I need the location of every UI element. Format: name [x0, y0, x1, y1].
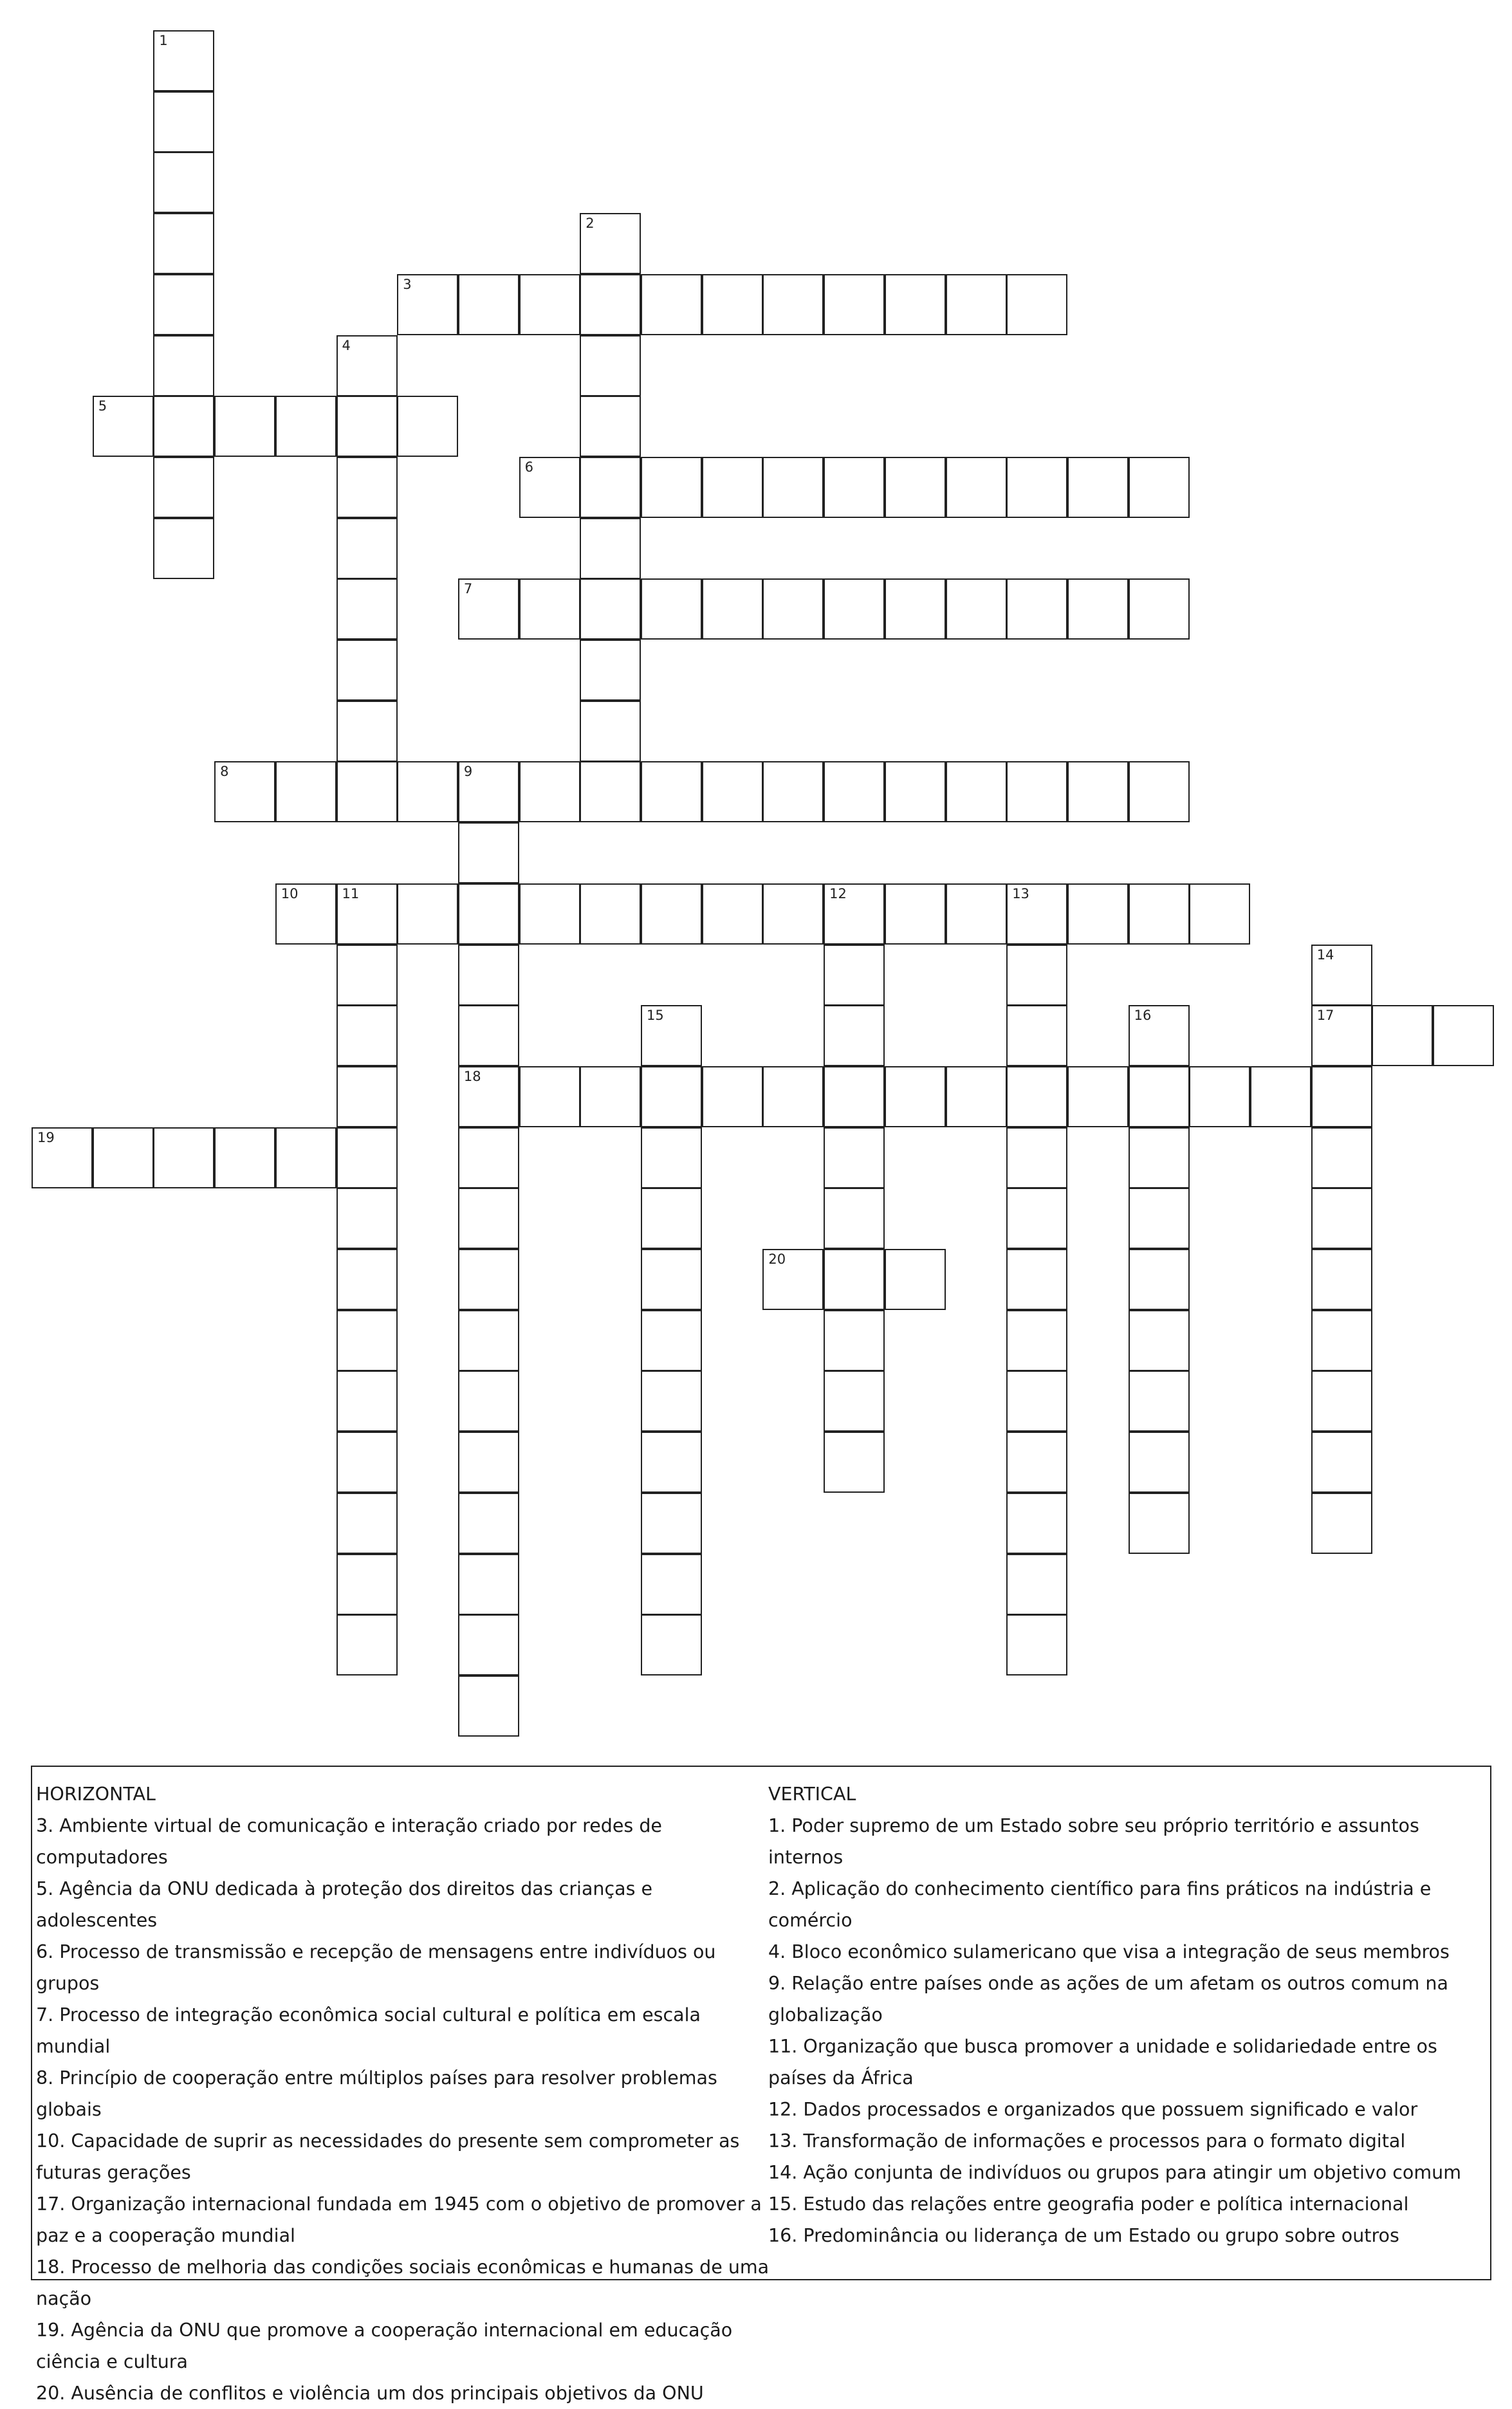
crossword-cell[interactable]	[946, 883, 1007, 945]
clue-number: 3	[403, 276, 412, 292]
crossword-cell[interactable]	[885, 578, 946, 640]
crossword-cell[interactable]	[580, 335, 641, 396]
crossword-cell[interactable]	[153, 91, 214, 152]
crossword-cell[interactable]	[337, 1249, 398, 1310]
clue-vertical-4: 4. Bloco econômico sulamericano que visa a integração de seus membros	[768, 1941, 1450, 1962]
crossword-cell[interactable]	[337, 640, 398, 701]
crossword-cell[interactable]	[1067, 761, 1129, 822]
crossword-cell[interactable]	[1311, 1127, 1372, 1188]
clue-number: 6	[524, 459, 533, 475]
crossword-cell[interactable]	[1006, 883, 1067, 945]
crossword-cell[interactable]	[337, 1127, 398, 1188]
crossword-cell[interactable]	[275, 1127, 337, 1188]
crossword-cell[interactable]	[458, 1614, 519, 1675]
crossword-cell[interactable]	[1006, 1127, 1067, 1188]
crossword-cell[interactable]	[337, 457, 398, 518]
crossword-cell[interactable]	[519, 578, 580, 640]
crossword-cell[interactable]	[824, 578, 885, 640]
clue-horizontal-17: 17. Organização internacional fundada em 1945 com o objetivo de promover a paz e a cooperação mundial	[36, 2193, 762, 2246]
clue-number: 7	[463, 581, 473, 597]
clue-number: 4	[342, 337, 351, 353]
crossword-cell[interactable]	[153, 518, 214, 579]
crossword-cell[interactable]	[1129, 578, 1190, 640]
crossword-cell[interactable]	[702, 578, 763, 640]
crossword-cell[interactable]	[1006, 1188, 1067, 1249]
crossword-cell[interactable]	[824, 1066, 885, 1127]
crossword-cell[interactable]	[153, 1127, 214, 1188]
crossword-cell[interactable]	[337, 1554, 398, 1615]
clue-horizontal-18: 18. Processo de melhoria das condições sociais econômicas e humanas de uma nação	[36, 2257, 770, 2309]
clue-vertical-11: 11. Organização que busca promover a unidade e solidariedade entre os países da África	[768, 2036, 1437, 2089]
crossword-cell[interactable]	[580, 1066, 641, 1127]
crossword-cell[interactable]	[458, 1310, 519, 1371]
crossword-cell[interactable]	[458, 945, 519, 1006]
crossword-cell[interactable]	[458, 274, 519, 335]
crossword-cell[interactable]	[824, 1188, 885, 1249]
crossword-cell[interactable]	[397, 274, 458, 335]
crossword-cell[interactable]	[824, 945, 885, 1006]
crossword-cell[interactable]	[337, 1310, 398, 1371]
crossword-cell[interactable]	[641, 883, 702, 945]
crossword-cell[interactable]	[702, 761, 763, 822]
crossword-cell[interactable]	[580, 274, 641, 335]
crossword-cell[interactable]	[580, 640, 641, 701]
crossword-cell[interactable]	[337, 1066, 398, 1127]
crossword-cell[interactable]	[214, 396, 275, 457]
crossword-cell[interactable]	[1067, 457, 1129, 518]
crossword-cell[interactable]	[824, 1310, 885, 1371]
crossword-cell[interactable]	[1006, 945, 1067, 1006]
crossword-cell[interactable]	[1067, 578, 1129, 640]
crossword-cell[interactable]	[1006, 761, 1067, 822]
crossword-cell[interactable]	[641, 578, 702, 640]
crossword-cell[interactable]	[1006, 1554, 1067, 1615]
crossword-cell[interactable]	[337, 1493, 398, 1554]
crossword-cell[interactable]	[641, 1310, 702, 1371]
crossword-cell[interactable]	[762, 883, 824, 945]
crossword-cell[interactable]	[1311, 945, 1372, 1006]
crossword-cell[interactable]	[337, 396, 398, 457]
crossword-cell[interactable]	[458, 1005, 519, 1066]
crossword-cell[interactable]	[458, 1188, 519, 1249]
crossword-cell[interactable]	[1006, 457, 1067, 518]
crossword-cell[interactable]	[1189, 883, 1250, 945]
clue-number: 1	[159, 33, 168, 48]
clue-number: 10	[281, 885, 299, 901]
crossword-cell[interactable]	[1311, 1188, 1372, 1249]
clue-number: 11	[342, 885, 360, 901]
crossword-cell[interactable]	[641, 1249, 702, 1310]
crossword-cell[interactable]	[1433, 1005, 1494, 1066]
crossword-cell[interactable]	[337, 1005, 398, 1066]
crossword-cell[interactable]	[1311, 1371, 1372, 1432]
crossword-cell[interactable]	[580, 578, 641, 640]
crossword-cell[interactable]	[1006, 1249, 1067, 1310]
clue-number: 18	[463, 1068, 481, 1084]
crossword-cell[interactable]	[824, 457, 885, 518]
crossword-cell[interactable]	[641, 761, 702, 822]
crossword-cell[interactable]	[1311, 1249, 1372, 1310]
crossword-cell[interactable]	[1129, 761, 1190, 822]
crossword-cell[interactable]	[1250, 1066, 1311, 1127]
crossword-cell[interactable]	[519, 883, 580, 945]
crossword-cell[interactable]	[946, 457, 1007, 518]
crossword-cell[interactable]	[214, 1127, 275, 1188]
crossword-cell[interactable]	[824, 1127, 885, 1188]
crossword-cell[interactable]	[641, 1554, 702, 1615]
crossword-cell[interactable]	[153, 213, 214, 274]
crossword-cell[interactable]	[641, 1614, 702, 1675]
crossword-cell[interactable]	[580, 213, 641, 274]
crossword-cell[interactable]	[1067, 1066, 1129, 1127]
crossword-cell[interactable]	[641, 1371, 702, 1432]
crossword-cell[interactable]	[824, 1005, 885, 1066]
crossword-cell[interactable]	[580, 701, 641, 762]
crossword-cell[interactable]	[153, 457, 214, 518]
vertical-title: VERTICAL	[768, 1784, 856, 1805]
crossword-cell[interactable]	[1311, 1310, 1372, 1371]
clue-horizontal-20: 20. Ausência de conflitos e violência um dos principais objetivos da ONU	[36, 2383, 704, 2404]
crossword-cell[interactable]	[702, 1066, 763, 1127]
crossword-cell[interactable]	[519, 457, 580, 518]
crossword-cell[interactable]	[824, 274, 885, 335]
crossword-cell[interactable]	[946, 274, 1007, 335]
crossword-cell[interactable]	[519, 761, 580, 822]
crossword-cell[interactable]	[1311, 1493, 1372, 1554]
crossword-cell[interactable]	[1006, 578, 1067, 640]
crossword-cell[interactable]	[337, 518, 398, 579]
crossword-cell[interactable]	[946, 1066, 1007, 1127]
crossword-cell[interactable]	[885, 1066, 946, 1127]
crossword-cell[interactable]	[337, 578, 398, 640]
crossword-cell[interactable]	[824, 1371, 885, 1432]
crossword-cell[interactable]	[458, 822, 519, 883]
crossword-cell[interactable]	[519, 1066, 580, 1127]
crossword-cell[interactable]	[337, 335, 398, 396]
crossword-cell[interactable]	[1129, 883, 1190, 945]
crossword-cell[interactable]	[641, 1188, 702, 1249]
crossword-cell[interactable]	[1372, 1005, 1433, 1066]
crossword-cell[interactable]	[885, 457, 946, 518]
crossword-cell[interactable]	[1129, 1249, 1190, 1310]
crossword-cell[interactable]	[641, 274, 702, 335]
crossword-cell[interactable]	[458, 1371, 519, 1432]
crossword-cell[interactable]	[337, 701, 398, 762]
crossword-cell[interactable]	[1006, 1432, 1067, 1493]
crossword-cell[interactable]	[519, 274, 580, 335]
crossword-cell[interactable]	[214, 761, 275, 822]
crossword-cell[interactable]	[762, 1066, 824, 1127]
clue-horizontal-19: 19. Agência da ONU que promove a cooperação internacional em educação ciência e cultura	[36, 2320, 733, 2372]
clue-number: 20	[768, 1251, 786, 1267]
crossword-cell[interactable]	[1006, 1614, 1067, 1675]
crossword-cell[interactable]	[1129, 1127, 1190, 1188]
crossword-cell[interactable]	[641, 1005, 702, 1066]
crossword-cell[interactable]	[580, 457, 641, 518]
clue-number: 13	[1012, 885, 1029, 901]
crossword-cell[interactable]	[337, 1614, 398, 1675]
crossword-cell[interactable]	[641, 1493, 702, 1554]
crossword-cell[interactable]	[93, 396, 154, 457]
crossword-cell[interactable]	[885, 761, 946, 822]
vertical-clues	[768, 1778, 1482, 2251]
crossword-cell[interactable]	[93, 1127, 154, 1188]
crossword-cell[interactable]	[762, 761, 824, 822]
crossword-cell[interactable]	[762, 274, 824, 335]
crossword-cell[interactable]	[641, 1066, 702, 1127]
crossword-cell[interactable]	[458, 1675, 519, 1737]
crossword-cell[interactable]	[1006, 1310, 1067, 1371]
crossword-cell[interactable]	[824, 1249, 885, 1310]
crossword-cell[interactable]	[153, 335, 214, 396]
crossword-cell[interactable]	[946, 761, 1007, 822]
crossword-cell[interactable]	[1311, 1005, 1372, 1066]
crossword-cell[interactable]	[702, 274, 763, 335]
crossword-cell[interactable]	[458, 1127, 519, 1188]
crossword-cell[interactable]	[946, 578, 1007, 640]
crossword-cell[interactable]	[1129, 1371, 1190, 1432]
crossword-cell[interactable]	[458, 1249, 519, 1310]
crossword-cell[interactable]	[1189, 1066, 1250, 1127]
crossword-cell[interactable]	[337, 1432, 398, 1493]
horizontal-clues	[36, 1778, 773, 2409]
crossword-cell[interactable]	[153, 274, 214, 335]
crossword-cell[interactable]	[824, 1432, 885, 1493]
crossword-cell[interactable]	[1311, 1432, 1372, 1493]
crossword-cell[interactable]	[458, 1493, 519, 1554]
crossword-cell[interactable]	[1129, 1432, 1190, 1493]
crossword-cell[interactable]	[1006, 1371, 1067, 1432]
crossword-cell[interactable]	[275, 883, 337, 945]
crossword-cell[interactable]	[580, 396, 641, 457]
crossword-cell[interactable]	[337, 883, 398, 945]
clue-vertical-16: 16. Predominância ou liderança de um Estado ou grupo sobre outros	[768, 2225, 1399, 2246]
clue-vertical-2: 2. Aplicação do conhecimento científico para fins práticos na indústria e comércio	[768, 1878, 1432, 1931]
clue-horizontal-8: 8. Princípio de cooperação entre múltiplos países para resolver problemas globais	[36, 2067, 717, 2120]
clue-horizontal-6: 6. Processo de transmissão e recepção de mensagens entre indivíduos ou grupos	[36, 1941, 716, 1994]
clue-horizontal-5: 5. Agência da ONU dedicada à proteção dos direitos das crianças e adolescentes	[36, 1878, 653, 1931]
crossword-cell[interactable]	[337, 761, 398, 822]
crossword-cell[interactable]	[153, 30, 214, 91]
crossword-cell[interactable]	[458, 883, 519, 945]
clue-number: 12	[829, 885, 847, 901]
crossword-cell[interactable]	[397, 761, 458, 822]
clue-number: 15	[647, 1008, 664, 1024]
crossword-cell[interactable]	[580, 518, 641, 579]
crossword-cell[interactable]	[153, 396, 214, 457]
clue-number: 9	[463, 764, 473, 780]
crossword-cell[interactable]	[641, 1127, 702, 1188]
crossword-cell[interactable]	[702, 457, 763, 518]
crossword-cell[interactable]	[337, 945, 398, 1006]
clue-vertical-9: 9. Relação entre países onde as ações de um afetam os outros comum na globalização	[768, 1973, 1448, 2026]
crossword-cell[interactable]	[1129, 1310, 1190, 1371]
crossword-cell[interactable]	[1311, 1066, 1372, 1127]
clue-vertical-15: 15. Estudo das relações entre geografia poder e política internacional	[768, 2193, 1409, 2215]
clues-box	[31, 1766, 1491, 2404]
clue-vertical-12: 12. Dados processados e organizados que possuem significado e valor	[768, 2099, 1418, 2120]
clue-number: 2	[585, 216, 595, 232]
crossword-cell[interactable]	[275, 396, 337, 457]
crossword-cell[interactable]	[1006, 274, 1067, 335]
crossword-cell[interactable]	[458, 1066, 519, 1127]
clue-number: 5	[98, 398, 107, 414]
crossword-cell[interactable]	[1129, 1493, 1190, 1554]
crossword-cell[interactable]	[275, 761, 337, 822]
crossword-cell[interactable]	[885, 883, 946, 945]
crossword-cell[interactable]	[458, 1432, 519, 1493]
crossword-cell[interactable]	[762, 457, 824, 518]
crossword-cell[interactable]	[1067, 883, 1129, 945]
crossword-cell[interactable]	[337, 1371, 398, 1432]
crossword-cell[interactable]	[824, 883, 885, 945]
crossword-cell[interactable]	[641, 1432, 702, 1493]
crossword-cell[interactable]	[1006, 1066, 1067, 1127]
clue-horizontal-10: 10. Capacidade de suprir as necessidades do presente sem comprometer as futuras gerações	[36, 2130, 740, 2183]
crossword-cell[interactable]	[397, 396, 458, 457]
crossword-cell[interactable]	[762, 1249, 824, 1310]
crossword-cell[interactable]	[641, 457, 702, 518]
crossword-cell[interactable]	[153, 152, 214, 213]
clue-number: 14	[1316, 946, 1334, 963]
crossword-cell[interactable]	[580, 761, 641, 822]
crossword-cell[interactable]	[337, 1188, 398, 1249]
crossword-cell[interactable]	[580, 883, 641, 945]
clue-number: 17	[1316, 1008, 1334, 1024]
crossword-cell[interactable]	[762, 578, 824, 640]
clue-number: 8	[220, 764, 229, 780]
crossword-cell[interactable]	[458, 1554, 519, 1615]
crossword-cell[interactable]	[1129, 1188, 1190, 1249]
crossword-cell[interactable]	[1129, 457, 1190, 518]
crossword-cell[interactable]	[824, 761, 885, 822]
clue-number: 16	[1134, 1008, 1152, 1024]
crossword-cell[interactable]	[885, 1249, 946, 1310]
clue-horizontal-7: 7. Processo de integração econômica social cultural e política em escala mundial	[36, 2004, 701, 2057]
clue-vertical-14: 14. Ação conjunta de indivíduos ou grupos para atingir um objetivo comum	[768, 2162, 1461, 2183]
horizontal-title: HORIZONTAL	[36, 1784, 156, 1805]
crossword-cell[interactable]	[1006, 1493, 1067, 1554]
crossword-cell[interactable]	[1129, 1066, 1190, 1127]
clue-number: 19	[37, 1129, 55, 1145]
crossword-cell[interactable]	[885, 274, 946, 335]
clue-vertical-1: 1. Poder supremo de um Estado sobre seu próprio território e assuntos internos	[768, 1815, 1419, 1868]
clue-horizontal-3: 3. Ambiente virtual de comunicação e interação criado por redes de computadores	[36, 1815, 662, 1868]
clue-vertical-13: 13. Transformação de informações e processos para o formato digital	[768, 2130, 1406, 2152]
crossword-cell[interactable]	[458, 578, 519, 640]
crossword-cell[interactable]	[1006, 1005, 1067, 1066]
crossword-cell[interactable]	[458, 761, 519, 822]
crossword-cell[interactable]	[702, 883, 763, 945]
crossword-cell[interactable]	[32, 1127, 93, 1188]
crossword-cell[interactable]	[397, 883, 458, 945]
crossword-cell[interactable]	[1129, 1005, 1190, 1066]
